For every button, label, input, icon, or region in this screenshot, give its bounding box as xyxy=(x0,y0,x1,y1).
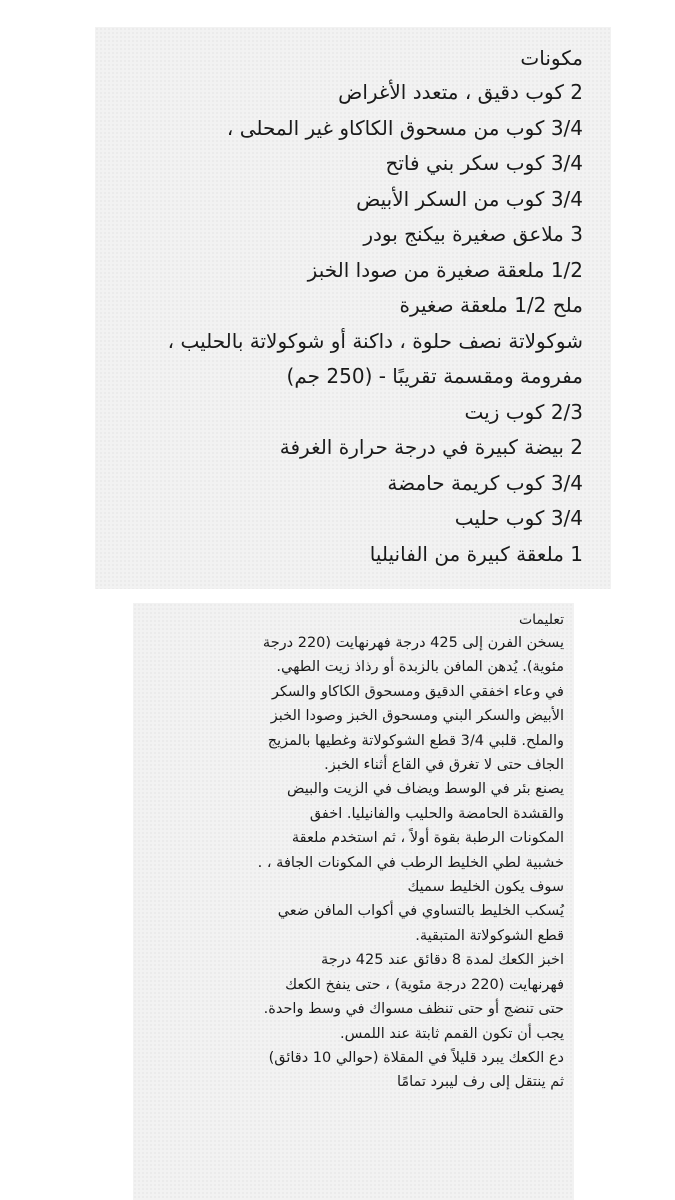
ingredient-line: مفرومة ومقسمة تقريبًا - (250 جم) xyxy=(286,364,583,388)
ingredients-heading: مكونات xyxy=(520,46,583,70)
ingredient-line: 2 كوب دقيق ، متعدد الأغراض xyxy=(338,80,583,104)
instruction-line: يجب أن تكون القمم ثابتة عند اللمس. xyxy=(340,1025,564,1042)
instruction-line: حتى تنضج أو حتى تنظف مسواك في وسط واحدة. xyxy=(263,1001,564,1018)
ingredient-line: 3 ملاعق صغيرة بيكنج بودر xyxy=(363,222,583,246)
instruction-line: مئوية). يُدهن المافن بالزبدة أو رذاذ زيت الطهي. xyxy=(276,659,564,676)
ingredient-line: ملح 1/2 ملعقة صغيرة xyxy=(399,293,583,317)
instruction-line: يصنع بئر في الوسط ويضاف في الزيت والبيض xyxy=(286,781,564,798)
ingredient-line: 3/4 كوب سكر بني فاتح xyxy=(385,151,583,175)
instructions-card xyxy=(133,603,574,1200)
instruction-line: دع الكعك يبرد قليلاً في المقلاة (حوالي 10 دقائق) xyxy=(268,1049,564,1066)
ingredient-line: 2 بيضة كبيرة في درجة حرارة الغرفة xyxy=(279,435,583,459)
instruction-line: والقشدة الحامضة والحليب والفانيليا. اخفق xyxy=(309,805,564,822)
instructions-heading: تعليمات xyxy=(518,612,564,628)
instructions-list xyxy=(141,631,564,1095)
instruction-line: يسخن الفرن إلى 425 درجة فهرنهايت (220 درجة xyxy=(262,635,564,651)
instruction-line: قطع الشوكولاتة المتبقية. xyxy=(415,927,564,944)
instruction-line: اخبز الكعك لمدة 8 دقائق عند 425 درجة xyxy=(320,952,564,969)
ingredients-card xyxy=(95,27,611,589)
ingredient-line: 3/4 كوب من السكر الأبيض xyxy=(356,186,583,211)
instruction-line: يُسكب الخليط بالتساوي في أكواب المافن ضعي xyxy=(277,903,564,920)
instruction-line: خشبية لطي الخليط الرطب في المكونات الجافة ، . xyxy=(257,854,564,871)
ingredient-line: 2/3 كوب زيت xyxy=(464,399,583,424)
ingredient-line: 3/4 كوب حليب xyxy=(454,506,583,530)
ingredient-line: 3/4 كوب من مسحوق الكاكاو غير المحلى ، xyxy=(226,115,583,140)
instruction-line: الجاف حتى لا تغرق في القاع أثناء الخبز. xyxy=(324,757,564,774)
instruction-line: المكونات الرطبة بقوة أولاً ، ثم استخدم ملعقة xyxy=(291,830,564,847)
instruction-line: فهرنهايت (220 درجة مئوية) ، حتى ينفخ الكعك xyxy=(285,976,564,993)
ingredients-list xyxy=(105,75,583,572)
instruction-line: في وعاء اخفقي الدقيق ومسحوق الكاكاو والسكر xyxy=(271,683,564,700)
instruction-line: سوف يكون الخليط سميك xyxy=(407,879,564,896)
instruction-line: الأبيض والسكر البني ومسحوق الخبز وصودا الخبز xyxy=(270,708,564,725)
ingredient-line: شوكولاتة نصف حلوة ، داكنة أو شوكولاتة بالحليب ، xyxy=(167,328,583,353)
ingredient-line: 3/4 كوب كريمة حامضة xyxy=(387,470,583,495)
ingredient-line: 1/2 ملعقة صغيرة من صودا الخبز xyxy=(307,257,583,282)
instruction-line: ثم ينتقل إلى رف ليبرد تمامًا xyxy=(396,1074,564,1091)
ingredient-line: 1 ملعقة كبيرة من الفانيليا xyxy=(369,541,583,566)
instruction-line: والملح. قلبي 3/4 قطع الشوكولاتة وغطيها بالمزيج xyxy=(267,732,564,749)
